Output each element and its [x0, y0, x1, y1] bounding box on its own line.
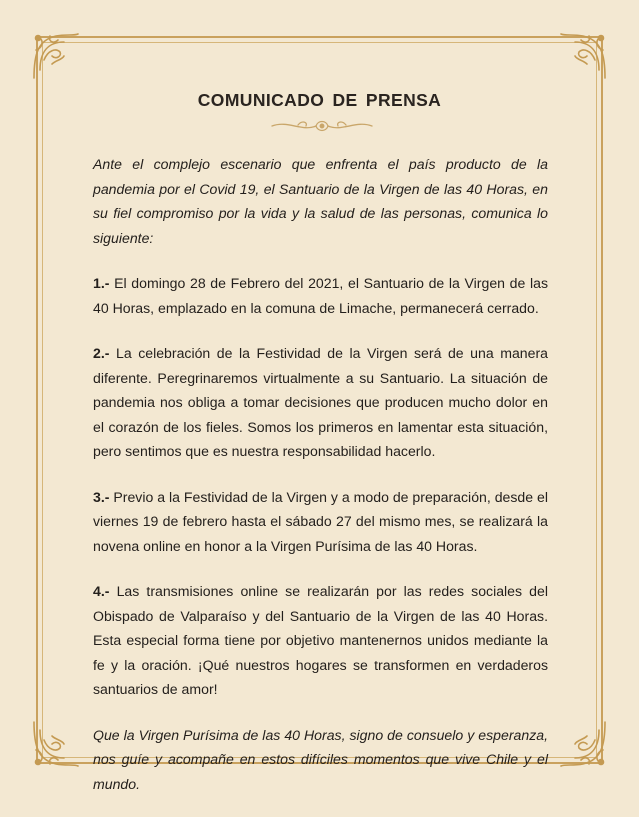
point-text: El domingo 28 de Febrero del 2021, el Santuario de la Virgen de las 40 Horas, emplazado en la comuna de Limache, permanecerá cerrado. [93, 275, 548, 316]
closing-paragraph: Que la Virgen Purísima de las 40 Horas, signo de consuelo y esperanza, nos guíe y acompañe en estos difíciles momentos que vive Chile y el mundo. [93, 726, 548, 792]
press-release-body [93, 152, 548, 817]
ornamental-corner-icon [557, 718, 609, 770]
point-number: 2.- [93, 345, 110, 361]
point-1 [93, 271, 548, 320]
point-number: 4.- [93, 583, 110, 599]
point-number: 3.- [93, 488, 110, 505]
point-number: 1.- [93, 275, 110, 291]
point-2 [93, 341, 548, 464]
point-text: Previo a la Festividad de la Virgen y a modo de preparación, desde el viernes 19 de febrero hasta el sábado 27 del mismo mes, se realizará la novena online en honor a la Virgen Purísima de las 40 Horas. [93, 488, 548, 554]
ornamental-corner-icon [30, 30, 82, 82]
intro-paragraph: Ante el complejo escenario que enfrenta el país producto de la pandemia por el Covid 19, el Santuario de la Virgen de las 40 Horas, en su fiel compromiso por la vida y la salud de las personas, comunica lo siguiente: [93, 156, 548, 246]
page-title: COMUNICADO DE PRENSA [197, 90, 442, 110]
ornamental-corner-icon [30, 718, 82, 770]
point-text: Las transmisiones online se realizarán por las redes sociales del Obispado de Valparaíso y del Santuario de la Virgen de las 40 Horas. Esta especial forma tiene por objetivo mantenernos unidos mediante la fe y la oración. ¡Qué nuestros hogares se transformen en verdaderos santuarios de amor! [93, 583, 548, 697]
ornamental-corner-icon [557, 30, 609, 82]
point-text: La celebración de la Festividad de la Virgen será de una manera diferente. Peregrinaremos virtualmente a su Santuario. La situación de pandemia nos obliga a tomar decisiones que producen mucho dolor en el corazón de los fieles. Somos los primeros en lamentar esta situación, pero sentimos que es nuestra responsabilidad hacerlo. [93, 345, 548, 459]
point-3 [93, 485, 548, 559]
scroll-divider-icon [268, 116, 376, 136]
point-4 [93, 579, 548, 702]
